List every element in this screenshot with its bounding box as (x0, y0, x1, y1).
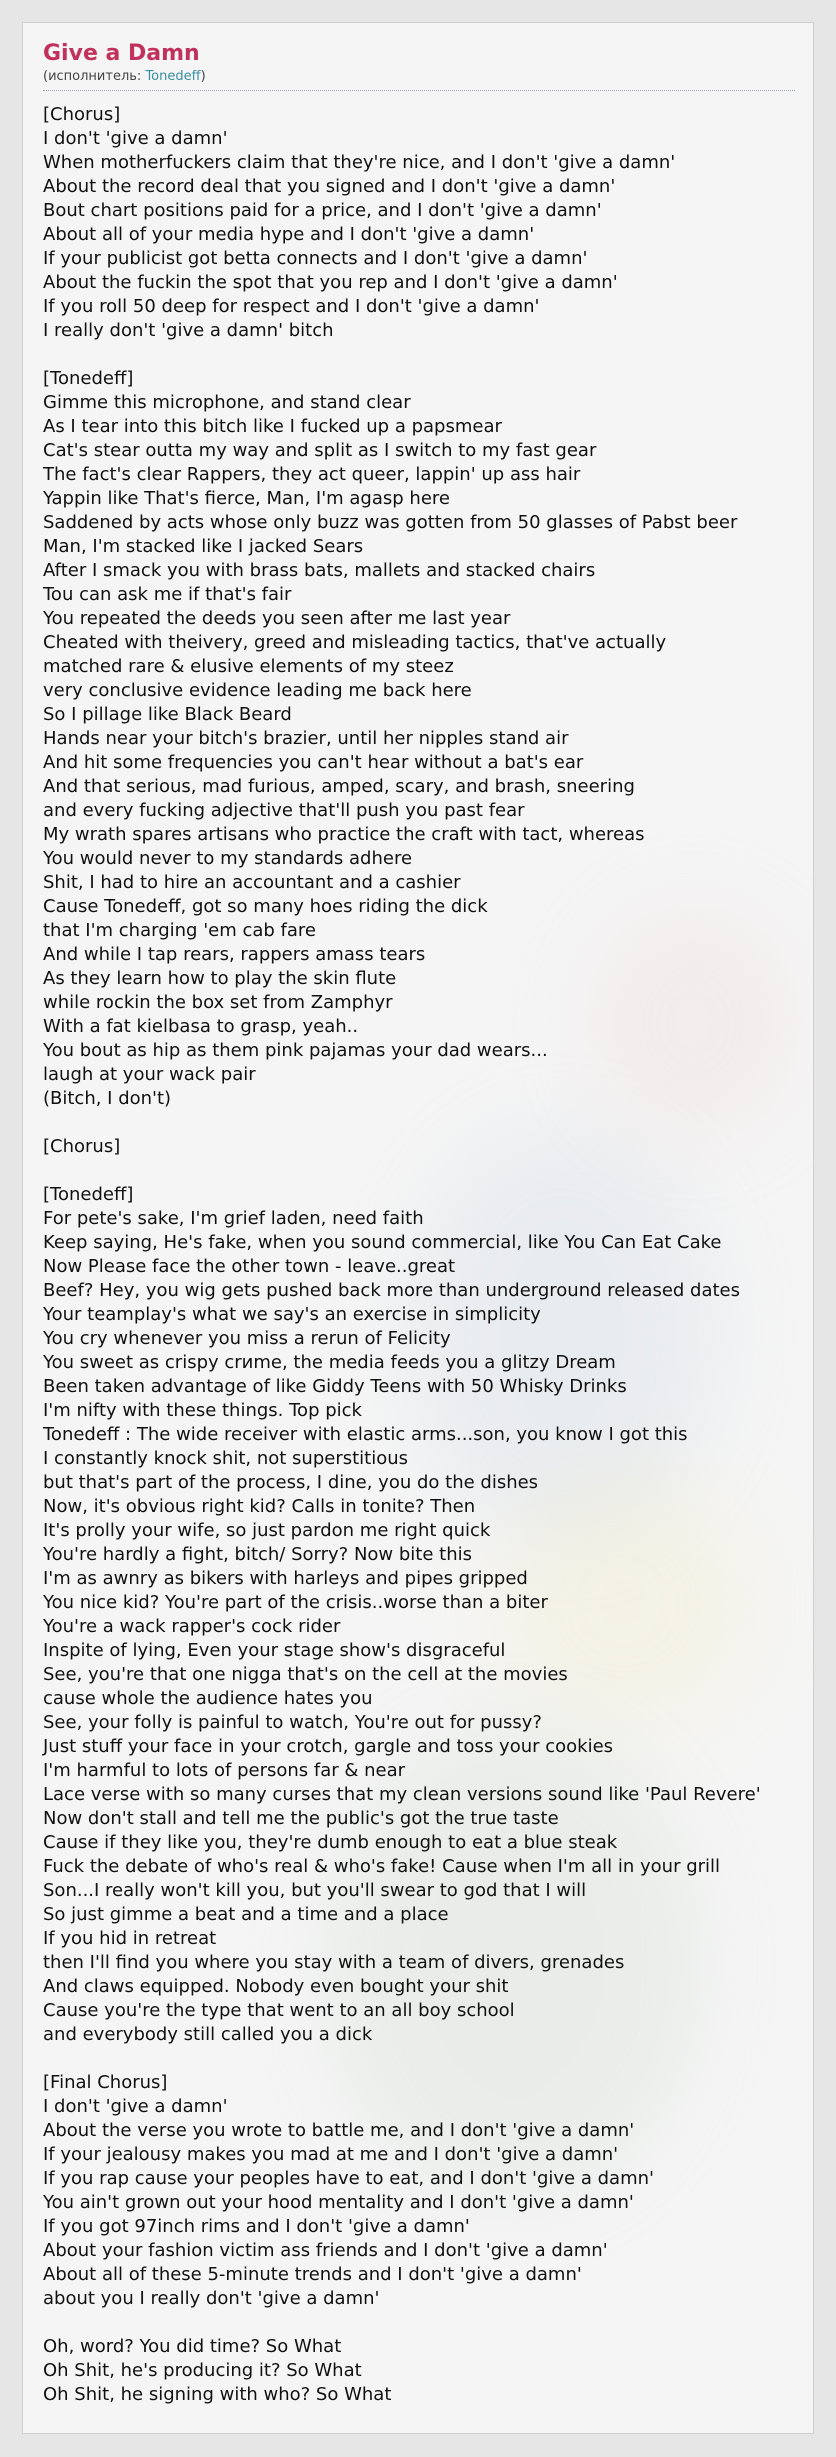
lyric-line: About the verse you wrote to battle me, and I don't 'give a damn' (43, 2120, 635, 2141)
lyric-line: cause whole the audience hates you (43, 1688, 373, 1709)
lyric-line: See, you're that one nigga that's on the cell at the movies (43, 1664, 568, 1685)
performer-suffix: ) (200, 69, 206, 85)
lyric-line: When motherfuckers claim that they're nice, and I don't 'give a damn' (43, 152, 676, 173)
lyric-line: See, your folly is painful to watch, You're out for pussy? (43, 1712, 542, 1733)
lyric-line: My wrath spares artisans who practice the craft with tact, whereas (43, 824, 645, 845)
stanza-gap (43, 343, 803, 367)
lyric-line: Cause if they like you, they're dumb enough to eat a blue steak (43, 1832, 618, 1853)
lyric-line: that I'm charging 'em cab fare (43, 920, 316, 941)
lyric-line: If your publicist got betta connects and I don't 'give a damn' (43, 248, 588, 269)
lyric-line: You would never to my standards adhere (43, 848, 413, 869)
lyric-line: You bout as hip as them pink pajamas your dad wears... (43, 1040, 548, 1061)
lyric-line: After I smack you with brass bats, mallets and stacked chairs (43, 560, 596, 581)
lyric-line: Fuck the debate of who's real & who's fake! Cause when I'm all in your grill (43, 1856, 721, 1877)
lyric-line: I'm nifty with these things. Top pick (43, 1400, 362, 1421)
lyric-line: Beef? Hey, you wig gets pushed back more than underground released dates (43, 1280, 741, 1301)
lyric-line: (Bitch, I don't) (43, 1088, 172, 1109)
lyric-line: If you got 97inch rims and I don't 'give a damn' (43, 2216, 470, 2237)
lyric-line: then I'll find you where you stay with a team of divers, grenades (43, 1952, 625, 1973)
lyric-line: [Tonedeff] (43, 1184, 134, 1205)
lyric-line: Now don't stall and tell me the public's got the true taste (43, 1808, 559, 1829)
lyric-line: So I pillage like Black Beard (43, 704, 292, 725)
lyric-line: Lace verse with so many curses that my clean versions sound like 'Paul Revere' (43, 1784, 761, 1805)
lyrics-body (43, 103, 803, 2407)
lyric-line: And while I tap rears, rappers amass tears (43, 944, 426, 965)
lyric-line: and everybody still called you a dick (43, 2024, 373, 2045)
lyric-line: If you roll 50 deep for respect and I don't 'give a damn' (43, 296, 540, 317)
lyric-line: If your jealousy makes you mad at me and I don't 'give a damn' (43, 2144, 619, 2165)
lyric-line: I don't 'give a damn' (43, 2096, 228, 2117)
lyric-line: Oh Shit, he signing with who? So What (43, 2384, 392, 2405)
lyric-line: About all of your media hype and I don't 'give a damn' (43, 224, 535, 245)
lyric-line: [Chorus] (43, 1136, 121, 1157)
lyric-line: Saddened by acts whose only buzz was gotten from 50 glasses of Pabst beer (43, 512, 738, 533)
lyric-line: but that's part of the process, I dine, you do the dishes (43, 1472, 539, 1493)
lyric-line: You ain't grown out your hood mentality and I don't 'give a damn' (43, 2192, 634, 2213)
lyric-line: You cry whenever you miss a rerun of Felicity (43, 1328, 451, 1349)
lyric-line: about you I really don't 'give a damn' (43, 2288, 380, 2309)
lyric-line: And claws equipped. Nobody even bought your shit (43, 1976, 509, 1997)
lyrics-card (22, 22, 814, 2434)
performer-line (43, 69, 795, 86)
lyric-line: You repeated the deeds you seen after me last year (43, 608, 511, 629)
lyric-line: while rockin the box set from Zamphyr (43, 992, 393, 1013)
performer-link[interactable]: Tonedeff (145, 69, 201, 85)
lyric-line: Tonedeff : The wide receiver with elastic arms...son, you know I got this (43, 1424, 688, 1445)
header-divider (43, 90, 795, 91)
lyric-line: As I tear into this bitch like I fucked up a papsmear (43, 416, 502, 437)
lyric-line: You're a wack rapper's cock rider (43, 1616, 341, 1637)
lyric-line: If you hid in retreat (43, 1928, 217, 1949)
stanza-gap (43, 2311, 803, 2335)
lyric-line: It's prolly your wife, so just pardon me right quick (43, 1520, 491, 1541)
lyric-line: Cheated with theivery, greed and misleading tactics, that've actually (43, 632, 667, 653)
lyric-line: Oh Shit, he's producing it? So What (43, 2360, 362, 2381)
lyric-line: Gimme this microphone, and stand clear (43, 392, 411, 413)
lyric-line: I'm as awnry as bikers with harleys and pipes gripped (43, 1568, 528, 1589)
lyric-line: About the fuckin the spot that you rep and I don't 'give a damn' (43, 272, 618, 293)
lyric-line: I'm harmful to lots of persons far & near (43, 1760, 406, 1781)
lyric-line: Bout chart positions paid for a price, and I don't 'give a damn' (43, 200, 602, 221)
lyric-line: Been taken advantage of like Giddy Teens with 50 Whisky Drinks (43, 1376, 627, 1397)
lyric-line: I really don't 'give a damn' bitch (43, 320, 334, 341)
lyric-line: If you rap cause your peoples have to eat, and I don't 'give a damn' (43, 2168, 654, 2189)
song-header (43, 41, 795, 91)
lyric-line: You nice kid? You're part of the crisis..worse than a biter (43, 1592, 548, 1613)
lyric-line: About all of these 5-minute trends and I don't 'give a damn' (43, 2264, 582, 2285)
lyric-line: Shit, I had to hire an accountant and a cashier (43, 872, 461, 893)
stanza-gap (43, 1111, 803, 1135)
lyric-line: About your fashion victim ass friends and I don't 'give a damn' (43, 2240, 608, 2261)
lyric-line: Cat's stear outta my way and split as I switch to my fast gear (43, 440, 597, 461)
lyric-line: [Chorus] (43, 104, 121, 125)
song-title: Give a Damn (43, 41, 200, 66)
lyric-line: laugh at your wack pair (43, 1064, 256, 1085)
lyric-line: You sweet as crispy сrиme, the media feeds you a glitzy Dream (43, 1352, 616, 1373)
lyric-line: Tou can ask me if that's fair (43, 584, 292, 605)
lyric-line: Now, it's obvious right kid? Calls in tonite? Then (43, 1496, 476, 1517)
lyric-line: Cause you're the type that went to an all boy school (43, 2000, 515, 2021)
lyric-line: [Tonedeff] (43, 368, 134, 389)
lyric-line: I don't 'give a damn' (43, 128, 228, 149)
lyric-line: Man, I'm stacked like I jacked Sears (43, 536, 364, 557)
lyric-line: matched rare & elusive elements of my steez (43, 656, 454, 677)
lyric-line: [Final Chorus] (43, 2072, 168, 2093)
lyric-line: Your teamplay's what we say's an exercise in simplicity (43, 1304, 541, 1325)
lyric-line: For pete's sake, I'm grief laden, need faith (43, 1208, 424, 1229)
stanza-gap (43, 1159, 803, 1183)
lyric-line: Son...I really won't kill you, but you'll swear to god that I will (43, 1880, 587, 1901)
lyric-line: And that serious, mad furious, amped, scary, and brash, sneering (43, 776, 635, 797)
lyric-line: I constantly knock shit, not superstitious (43, 1448, 409, 1469)
lyric-line: Inspite of lying, Even your stage show's disgraceful (43, 1640, 506, 1661)
lyric-line: As they learn how to play the skin flute (43, 968, 397, 989)
lyric-line: Now Please face the other town - leave..great (43, 1256, 456, 1277)
lyric-line: Yappin like That's fierce, Man, I'm agasp here (43, 488, 450, 509)
lyric-line: And hit some frequencies you can't hear without a bat's ear (43, 752, 584, 773)
performer-prefix: (исполнитель: (43, 69, 146, 85)
lyric-line: and every fucking adjective that'll push you past fear (43, 800, 525, 821)
lyric-line: Keep saying, He's fake, when you sound commercial, like You Can Eat Cake (43, 1232, 722, 1253)
lyric-line: Cause Tonedeff, got so many hoes riding the dick (43, 896, 488, 917)
lyric-line: very conclusive evidence leading me back here (43, 680, 472, 701)
stanza-gap (43, 2047, 803, 2071)
lyric-line: Hands near your bitch's brazier, until her nipples stand air (43, 728, 569, 749)
lyric-line: Oh, word? You did time? So What (43, 2336, 342, 2357)
lyric-line: You're hardly a fight, bitch/ Sorry? Now bite this (43, 1544, 472, 1565)
lyric-line: The fact's clear Rappers, they act queer, lappin' up ass hair (43, 464, 581, 485)
lyric-line: With a fat kielbasa to grasp, yeah.. (43, 1016, 359, 1037)
lyric-line: About the record deal that you signed and I don't 'give a damn' (43, 176, 616, 197)
lyric-line: So just gimme a beat and a time and a place (43, 1904, 449, 1925)
lyric-line: Just stuff your face in your crotch, gargle and toss your cookies (43, 1736, 614, 1757)
